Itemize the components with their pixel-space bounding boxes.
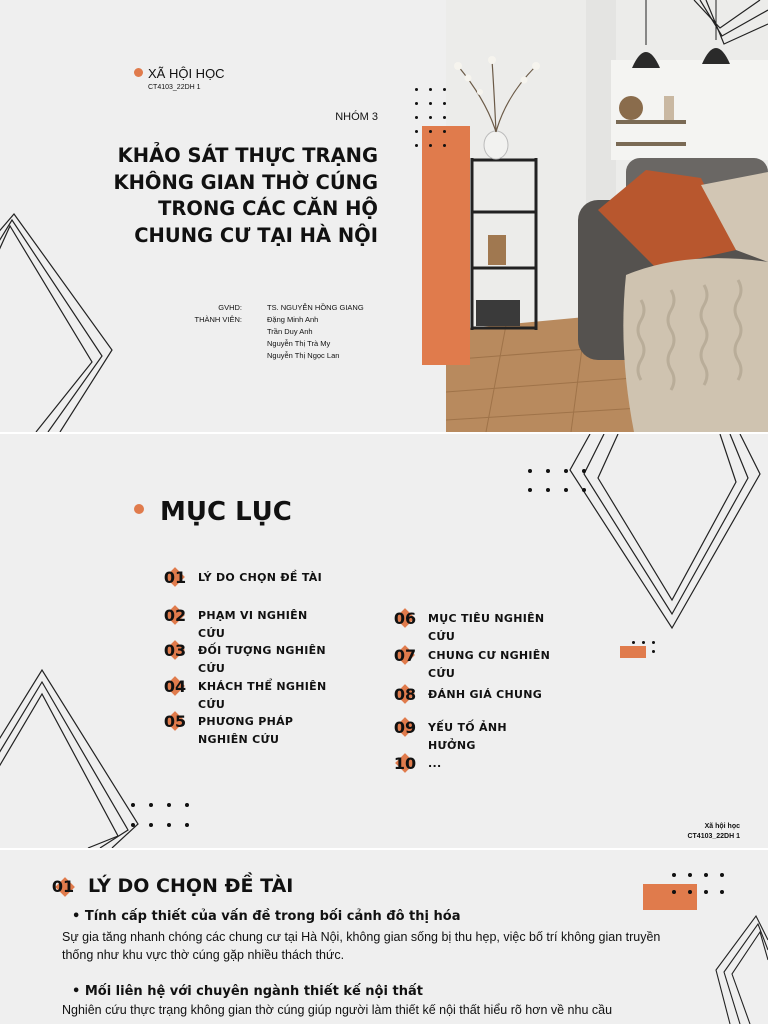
- toc-item-label: LÝ DO CHỌN ĐỀ TÀI: [198, 571, 322, 584]
- section-number: 01: [51, 877, 75, 896]
- bullet-dot-icon: [134, 68, 143, 77]
- subject-label: [134, 66, 225, 81]
- cover-slide: [0, 0, 768, 432]
- accent-bar: [422, 126, 470, 365]
- member-name: Trần Duy Anh: [267, 327, 313, 336]
- toc-item-number: 04: [163, 677, 187, 696]
- toc-item-number: 01: [163, 568, 187, 587]
- toc-item-label: ĐÁNH GIÁ CHUNG: [428, 688, 543, 701]
- toc-item-number: 07: [393, 646, 417, 665]
- geometric-line-art: [560, 434, 768, 634]
- geometric-line-art: [0, 664, 160, 848]
- subject-text: XÃ HỘI HỌC: [148, 66, 225, 81]
- title-line: KHÔNG GIAN THỜ CÚNG: [113, 170, 378, 194]
- title-line: TRONG CÁC CĂN HỘ: [158, 197, 378, 220]
- accent-block: [620, 646, 646, 658]
- section-paragraph: Sự gia tăng nhanh chóng các chung cư tại Hà Nội, không gian sống bị thu hẹp, việc bố trí không gian truyền thống như khu vực thờ cúng gặp nhiều thách thức.: [62, 930, 661, 962]
- gvhd-label: GVHD:: [218, 303, 242, 312]
- toc-item-label: ĐỐI TƯỢNG NGHIÊN CỨU: [198, 644, 326, 675]
- section-subheading: • Tính cấp thiết của vấn đề trong bối cảnh đô thị hóa: [72, 909, 461, 924]
- toc-item-number: 05: [163, 712, 187, 731]
- section-paragraph: Nghiên cứu thực trạng không gian thờ cúng giúp người làm thiết kế nội thất hiểu rõ hơn về nhu cầu: [62, 1003, 613, 1017]
- course-code: CT4103_22DH 1: [148, 84, 201, 91]
- toc-item-number: 03: [163, 641, 187, 660]
- toc-item-number: 06: [393, 609, 417, 628]
- member-name: Nguyễn Thị Trà My: [267, 339, 331, 348]
- member-labels: [160, 302, 242, 326]
- geometric-line-art: [680, 0, 768, 90]
- title-bullet-icon: [134, 504, 144, 514]
- toc-item-label: PHẠM VI NGHIÊN CỨU: [198, 609, 308, 640]
- toc-item-label: ...: [428, 757, 442, 770]
- toc-item-number: 09: [393, 718, 417, 737]
- toc-item-number: 10: [393, 754, 417, 773]
- toc-item-label: PHƯƠNG PHÁP NGHIÊN CỨU: [198, 715, 294, 746]
- members-label: THÀNH VIÊN:: [194, 315, 242, 324]
- member-names: [267, 302, 364, 362]
- accent-block: [643, 884, 697, 910]
- toc-item-label: KHÁCH THỂ NGHIÊN CỨU: [198, 680, 327, 711]
- group-label: NHÓM 3: [335, 111, 378, 123]
- footer-code: CT4103_22DH 1: [687, 833, 740, 840]
- toc-item-number: 02: [163, 606, 187, 625]
- slide-footer: [687, 822, 740, 842]
- section-subheading: • Mối liên hệ với chuyên ngành thiết kế nội thất: [72, 984, 423, 999]
- toc-item-label: YẾU TỐ ẢNH HƯỞNG: [428, 721, 507, 752]
- title-line: KHẢO SÁT THỰC TRẠNG: [117, 144, 378, 167]
- toc-item-label: MỤC TIÊU NGHIÊN CỨU: [428, 612, 545, 643]
- page-title: [40, 143, 378, 249]
- footer-subject: Xã hội học: [704, 823, 740, 830]
- member-name: Đặng Minh Anh: [267, 315, 319, 324]
- member-name: Nguyễn Thị Ngọc Lan: [267, 351, 340, 360]
- toc-item-number: 08: [393, 685, 417, 704]
- title-line: CHUNG CƯ TẠI HÀ NỘI: [134, 223, 378, 247]
- geometric-line-art: [700, 910, 768, 1024]
- gvhd-name: TS. NGUYỄN HỒNG GIANG: [267, 303, 364, 312]
- section-title: LÝ DO CHỌN ĐỀ TÀI: [88, 875, 294, 897]
- toc-title: MỤC LỤC: [160, 497, 292, 527]
- toc-item-label: CHUNG CƯ NGHIÊN CỨU: [428, 649, 551, 680]
